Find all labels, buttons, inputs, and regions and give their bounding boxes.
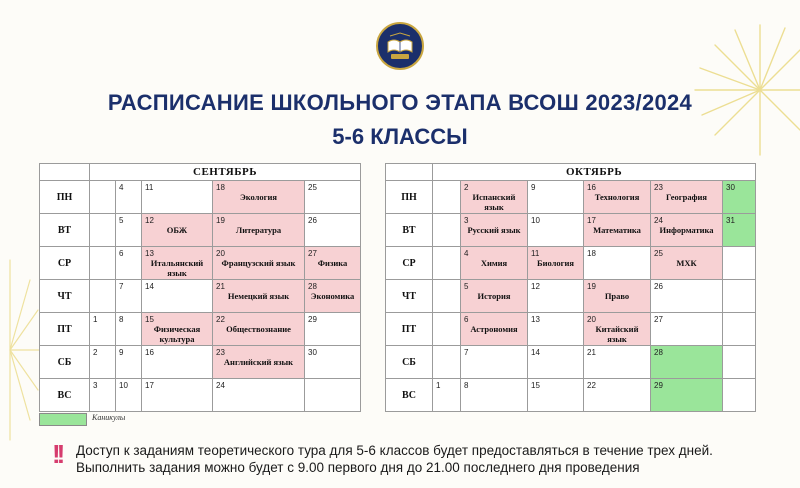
open-book-icon (380, 26, 420, 66)
date-cell (528, 313, 584, 346)
week-row (40, 181, 361, 214)
date-number: 19 (587, 282, 596, 291)
date-number: 16 (145, 348, 154, 357)
date-cell (116, 346, 142, 379)
date-number: 1 (93, 315, 98, 324)
date-cell (116, 247, 142, 280)
subject-label: История (477, 291, 511, 301)
holiday-cell (723, 181, 756, 214)
subject-label: Французский язык (221, 258, 296, 268)
subject-label: Астрономия (470, 324, 518, 334)
date-number: 20 (587, 315, 596, 324)
date-cell (213, 379, 305, 412)
date-cell (723, 280, 756, 313)
date-number: 17 (587, 216, 596, 225)
date-number: 7 (464, 348, 469, 357)
date-number: 15 (531, 381, 540, 390)
olympiad-day-cell (461, 247, 528, 280)
date-cell (305, 313, 361, 346)
week-row (40, 313, 361, 346)
date-cell (528, 280, 584, 313)
date-number: 6 (464, 315, 469, 324)
date-cell (433, 247, 461, 280)
date-cell (90, 247, 116, 280)
date-cell (433, 280, 461, 313)
date-number: 1 (436, 381, 441, 390)
subject-label: Немецкий язык (227, 291, 290, 301)
date-cell (723, 379, 756, 412)
subject-label: Китайский язык (595, 324, 639, 344)
week-row (386, 214, 756, 247)
week-row (386, 247, 756, 280)
date-number: 16 (587, 183, 596, 192)
date-cell (433, 346, 461, 379)
date-number: 25 (308, 183, 317, 192)
week-row (40, 280, 361, 313)
date-number: 26 (654, 282, 663, 291)
date-number: 9 (531, 183, 536, 192)
date-number: 8 (119, 315, 124, 324)
subject-label: Физическая культура (153, 324, 201, 344)
subject-label: Химия (480, 258, 508, 268)
date-cell (116, 379, 142, 412)
week-row (386, 379, 756, 412)
olympiad-day-cell (305, 247, 361, 280)
date-number: 29 (654, 381, 663, 390)
date-number: 17 (145, 381, 154, 390)
date-cell (90, 280, 116, 313)
olympiad-day-cell (213, 346, 305, 379)
date-number: 12 (531, 282, 540, 291)
weekday-label: ЧТ (386, 280, 433, 313)
week-row (40, 379, 361, 412)
date-cell (584, 346, 651, 379)
olympiad-day-cell (213, 247, 305, 280)
date-number: 12 (145, 216, 154, 225)
weekday-label: СР (40, 247, 90, 280)
date-cell (142, 379, 213, 412)
date-number: 28 (308, 282, 317, 291)
olympiad-day-cell (584, 214, 651, 247)
date-cell (90, 214, 116, 247)
october-calendar (385, 163, 756, 412)
date-cell (461, 379, 528, 412)
date-number: 18 (587, 249, 596, 258)
olympiad-day-cell (142, 247, 213, 280)
olympiad-day-cell (213, 313, 305, 346)
subject-label: Экономика (310, 291, 355, 301)
date-cell (528, 214, 584, 247)
date-number: 13 (531, 315, 540, 324)
date-cell (723, 346, 756, 379)
date-number: 23 (654, 183, 663, 192)
date-number: 13 (145, 249, 154, 258)
date-number: 21 (587, 348, 596, 357)
date-number: 5 (464, 282, 469, 291)
date-cell (305, 214, 361, 247)
date-number: 19 (216, 216, 225, 225)
date-number: 5 (119, 216, 124, 225)
subject-label: Русский язык (467, 225, 521, 235)
week-row (40, 214, 361, 247)
date-number: 24 (216, 381, 225, 390)
subject-label: МХК (676, 258, 697, 268)
date-number: 11 (145, 183, 154, 192)
subject-label: Испанский язык (472, 192, 516, 212)
date-cell (142, 181, 213, 214)
date-cell (584, 379, 651, 412)
date-cell (651, 313, 723, 346)
subject-label: Математика (593, 225, 641, 235)
weekday-label: СР (386, 247, 433, 280)
subject-label: География (666, 192, 707, 202)
subject-label: Биология (536, 258, 575, 268)
weekday-label: ПТ (386, 313, 433, 346)
subject-label: Технология (594, 192, 640, 202)
date-number: 26 (308, 216, 317, 225)
olympiad-day-cell (651, 247, 723, 280)
week-row (386, 346, 756, 379)
weekday-label: ЧТ (40, 280, 90, 313)
date-number: 30 (308, 348, 317, 357)
holiday-cell (723, 214, 756, 247)
week-row (386, 280, 756, 313)
week-row (386, 313, 756, 346)
week-row (40, 247, 361, 280)
date-cell (723, 313, 756, 346)
subject-label: Экология (239, 192, 278, 202)
date-number: 29 (308, 315, 317, 324)
week-row (40, 346, 361, 379)
calendar-corner (40, 164, 90, 181)
holiday-cell (651, 379, 723, 412)
date-number: 25 (654, 249, 663, 258)
week-row (386, 181, 756, 214)
olympiad-day-cell (584, 181, 651, 214)
date-number: 22 (587, 381, 596, 390)
date-cell (723, 247, 756, 280)
olympiad-logo (376, 22, 424, 70)
date-number: 4 (119, 183, 124, 192)
date-number: 15 (145, 315, 154, 324)
date-cell (528, 379, 584, 412)
alert-icon: !! (52, 439, 62, 469)
date-number: 8 (464, 381, 469, 390)
date-number: 9 (119, 348, 124, 357)
weekday-label: ВТ (386, 214, 433, 247)
weekday-label: ВТ (40, 214, 90, 247)
olympiad-day-cell (461, 280, 528, 313)
date-number: 27 (308, 249, 317, 258)
weekday-label: ПН (40, 181, 90, 214)
subject-label: Литература (235, 225, 282, 235)
date-cell (116, 181, 142, 214)
olympiad-day-cell (461, 181, 528, 214)
date-cell (116, 214, 142, 247)
date-cell (528, 181, 584, 214)
date-number: 21 (216, 282, 225, 291)
subject-label: Английский язык (223, 357, 294, 367)
date-cell (116, 313, 142, 346)
date-number: 22 (216, 315, 225, 324)
olympiad-day-cell (213, 280, 305, 313)
date-cell (90, 313, 116, 346)
date-number: 27 (654, 315, 663, 324)
weekday-label: ВС (40, 379, 90, 412)
weekday-label: СБ (386, 346, 433, 379)
weekday-label: ВС (386, 379, 433, 412)
month-header-october: ОКТЯБРЬ (433, 164, 756, 181)
olympiad-day-cell (213, 181, 305, 214)
date-number: 20 (216, 249, 225, 258)
page-subtitle: 5-6 КЛАССЫ (332, 124, 468, 149)
subject-label: Физика (317, 258, 348, 268)
olympiad-day-cell (584, 313, 651, 346)
september-calendar (39, 163, 361, 412)
olympiad-day-cell (584, 280, 651, 313)
olympiad-day-cell (213, 214, 305, 247)
date-cell (116, 280, 142, 313)
date-cell (142, 280, 213, 313)
date-cell (528, 346, 584, 379)
date-number: 14 (145, 282, 154, 291)
date-cell (90, 379, 116, 412)
date-cell (90, 181, 116, 214)
date-number: 2 (93, 348, 98, 357)
subject-label: Информатика (659, 225, 714, 235)
date-number: 23 (216, 348, 225, 357)
date-number: 4 (464, 249, 469, 258)
date-cell (90, 346, 116, 379)
olympiad-day-cell (651, 181, 723, 214)
date-number: 14 (531, 348, 540, 357)
subject-label: Право (604, 291, 630, 301)
legend-holiday-label: Каникулы (92, 413, 126, 422)
page-title: РАСПИСАНИЕ ШКОЛЬНОГО ЭТАПА ВСОШ 2023/2024 (107, 90, 693, 115)
weekday-label: ПТ (40, 313, 90, 346)
date-number: 28 (654, 348, 663, 357)
olympiad-day-cell (305, 280, 361, 313)
date-number: 18 (216, 183, 225, 192)
date-cell (305, 379, 361, 412)
date-number: 2 (464, 183, 469, 192)
date-number: 3 (93, 381, 98, 390)
olympiad-day-cell (142, 214, 213, 247)
date-number: 7 (119, 282, 124, 291)
subject-label: Итальянский язык (150, 258, 204, 278)
subject-label: ОБЖ (166, 225, 188, 235)
legend-holiday-swatch (39, 413, 87, 426)
month-header-september: СЕНТЯБРЬ (90, 164, 361, 181)
calendar-corner (386, 164, 433, 181)
date-cell (433, 379, 461, 412)
date-number: 30 (726, 183, 735, 192)
olympiad-day-cell (461, 214, 528, 247)
date-number: 10 (119, 381, 128, 390)
date-cell (433, 214, 461, 247)
date-number: 3 (464, 216, 469, 225)
date-cell (584, 247, 651, 280)
date-cell (433, 313, 461, 346)
weekday-label: ПН (386, 181, 433, 214)
access-note: Доступ к заданиям теоретического тура для 5-6 классов будет предоставляться в течение трех дней. Выполнить задания можно будет с 9.00 первого дня до 21.00 последнего дня проведения (76, 443, 713, 475)
olympiad-day-cell (528, 247, 584, 280)
subject-label: Обществознание (226, 324, 291, 334)
date-number: 31 (726, 216, 735, 225)
date-number: 24 (654, 216, 663, 225)
date-cell (142, 346, 213, 379)
date-number: 6 (119, 249, 124, 258)
date-cell (305, 346, 361, 379)
weekday-label: СБ (40, 346, 90, 379)
date-cell (461, 346, 528, 379)
date-cell (433, 181, 461, 214)
olympiad-day-cell (142, 313, 213, 346)
date-number: 11 (531, 249, 540, 258)
date-cell (651, 280, 723, 313)
date-number: 10 (531, 216, 540, 225)
holiday-cell (651, 346, 723, 379)
date-cell (305, 181, 361, 214)
olympiad-day-cell (461, 313, 528, 346)
olympiad-day-cell (651, 214, 723, 247)
